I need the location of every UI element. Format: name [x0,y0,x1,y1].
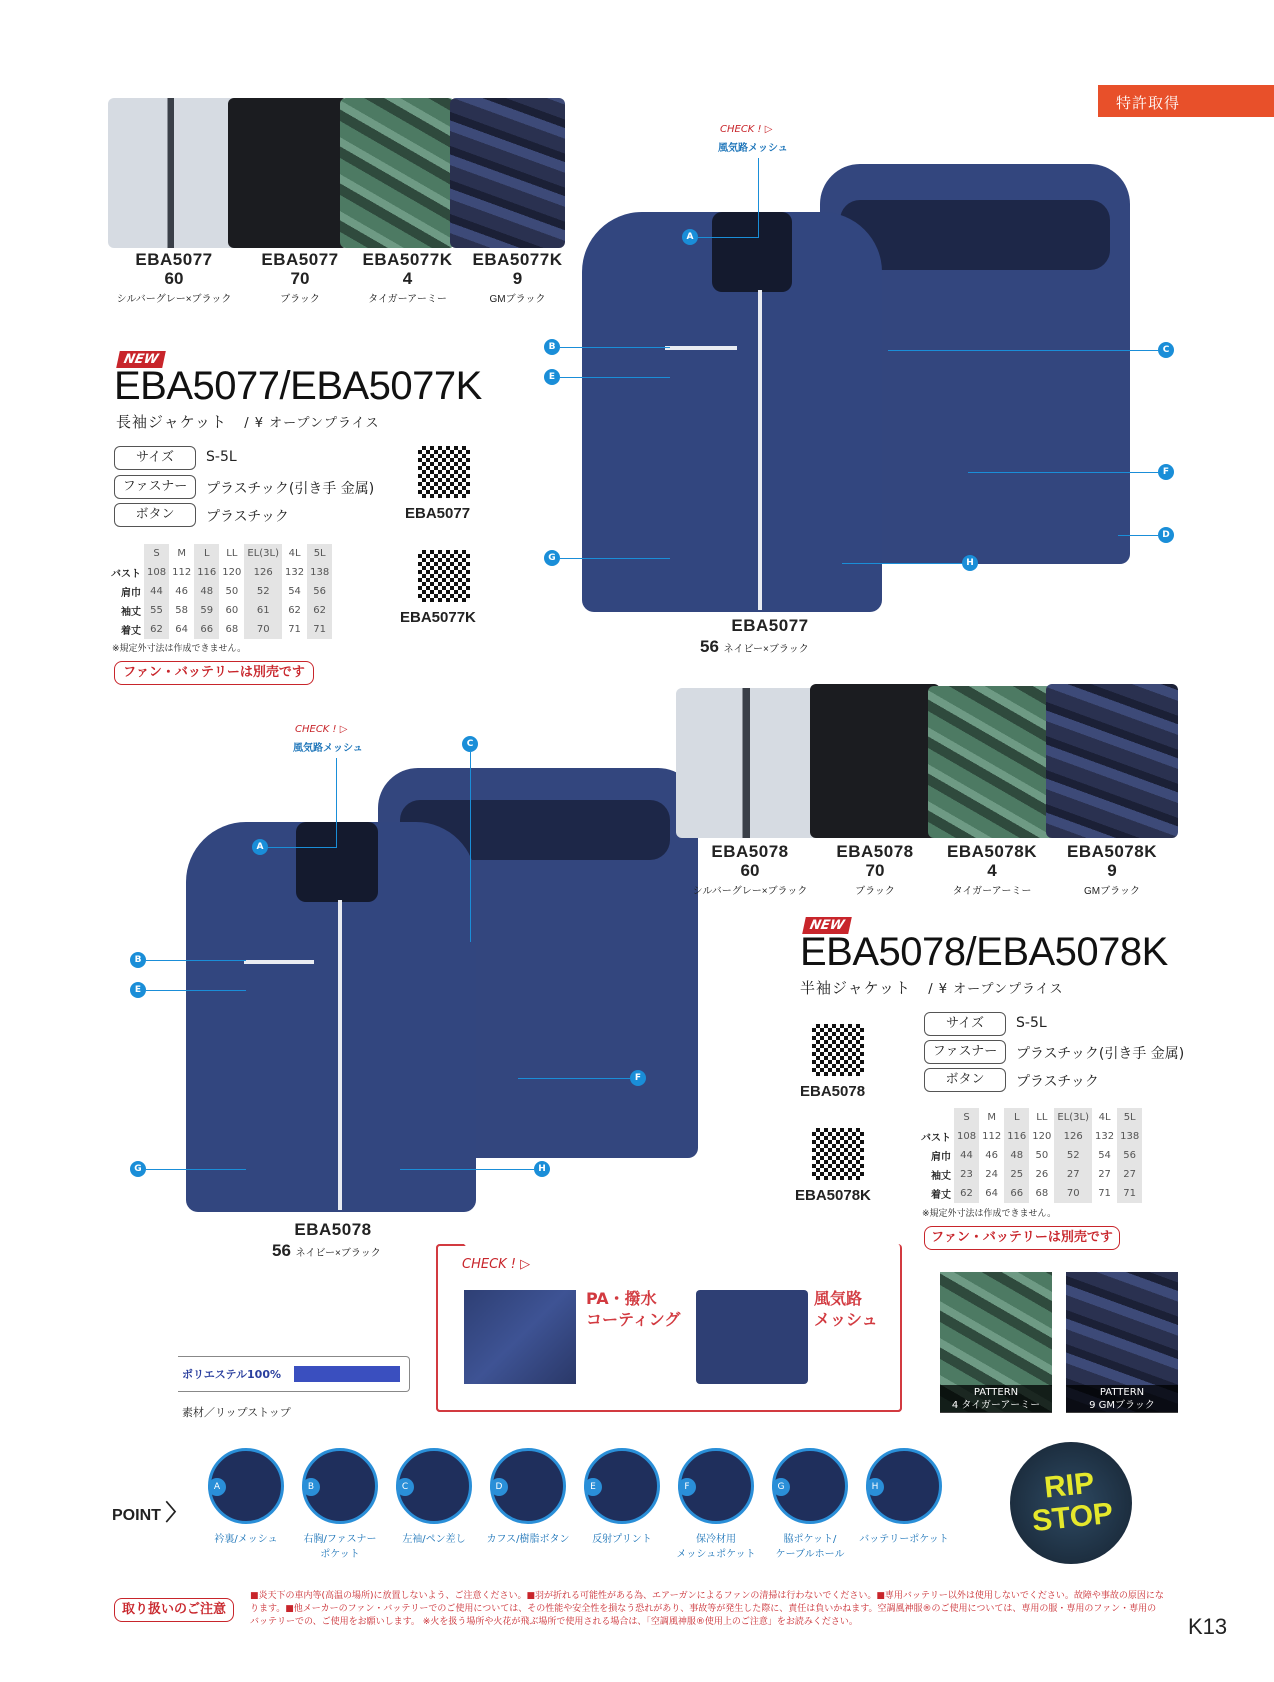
color-caption: EBA5078 60 シルバーグレー×ブラック [692,842,808,897]
color-swatch-gm [1046,684,1178,838]
point-label-g: 脇ポケット/ ケーブルホール [775,1534,845,1560]
size-note: ※規定外寸法は作成できません。 [112,644,247,654]
point-label-d: カフス/樹脂ボタン [486,1534,570,1545]
marker-a: A [252,839,268,855]
check-label: CHECK ! ▷ [295,724,348,735]
marker-c: C [1158,342,1174,358]
material-label: 素材／リップストップ [182,1406,291,1419]
marker-b: B [130,952,146,968]
point-label-f: 保冷材用 メッシュポケット [676,1534,756,1560]
callout-line [842,563,962,564]
spec-label: サイズ [924,1012,1006,1036]
pattern-caption: PATTERN 4 タイガーアーミー [940,1385,1052,1413]
spec-value: プラスチック(引き手 金属) [1016,1046,1185,1062]
callout-line [336,758,337,848]
size-table: S M L LL EL(3L) 4L 5L バスト 108 112 116 120 126 132 138 肩巾 44 46 48 50 52 54 56 袖丈 23 24 25 26 27 27 27 着丈 62 64 66 68 70 71 71 [918,1108,1142,1203]
point-label-h: バッテリーポケット [859,1534,949,1545]
marker-g: G [130,1161,146,1177]
callout-line [146,960,246,961]
main-color: 56 ネイビー×ブラック [700,637,809,656]
point-badge: B [302,1478,320,1496]
patent-badge: 特許取得 [1098,85,1274,117]
pattern-caption: PATTERN 9 GMブラック [1066,1385,1178,1413]
point-badge: H [866,1478,884,1496]
color-swatch-black [228,98,348,248]
spec-value: S-5L [1016,1015,1047,1031]
marker-a: A [682,229,698,245]
marker-g: G [544,550,560,566]
marker-f: F [630,1070,646,1086]
page-number: K13 [1188,1614,1228,1639]
main-caption: EBA5077 [731,616,809,635]
point-label-c: 左袖/ペン差し [402,1534,466,1545]
handling-text: ■炎天下の車内等(高温の場所)に放置しないよう、ご注意ください。■羽が折れる可能性がある為、エアーガンによるファンの清掃は行わないでください。■専用バッテリー以外は使用しないでください。故障や事故の原因になります。■他メーカーのファン・バッテリーでのご使用については、その性能や安全性を損なう恐れがあり、事故等が発生した際に、責任は負いかねます。空調風神服®のご使用については、専用の服・専用のファン・専用のバッテリーでの、ご使用をお願いします。 ※火を扱う場所や火花が飛ぶ場所で使用される場合は、「空調風神服®使用上のご注意」をお読みください。 [250,1591,1164,1627]
size-note: ※規定外寸法は作成できません。 [922,1209,1057,1219]
point-label-e: 反射プリント [592,1534,652,1545]
model-subtitle: 長袖ジャケット / ¥ オープンプライス [116,413,380,431]
spec-value: プラスチック(引き手 金属) [206,481,375,497]
spec-value: S-5L [206,449,237,465]
qr-label: EBA5077 [405,505,471,522]
color-swatch-silver [108,98,240,248]
callout-line [698,237,758,238]
qr-code[interactable] [812,1024,864,1076]
marker-c: C [462,736,478,752]
callout-line [560,347,670,348]
point-label-b: 右胸/ファスナー ポケット [303,1534,377,1560]
spec-value: プラスチック [1016,1074,1099,1090]
material-text: ポリエステル100% [182,1368,281,1381]
point-label-a: 衿裏/メッシュ [214,1534,278,1545]
check-label: CHECK ! ▷ [720,124,773,135]
marker-h: H [534,1161,550,1177]
callout-line [266,847,336,848]
material-fill [294,1366,400,1382]
qr-code[interactable] [418,446,470,498]
color-caption: EBA5078K 4 タイガーアーミー [947,842,1037,897]
spec-label: サイズ [114,446,196,470]
marker-h: H [962,555,978,571]
spec-label: ファスナー [114,475,196,499]
qr-code[interactable] [418,550,470,602]
marker-b: B [544,339,560,355]
model-subtitle: 半袖ジャケット / ¥ オープンプライス [800,979,1064,997]
callout-line [518,1078,630,1079]
qr-label: EBA5078 [800,1083,866,1100]
chest-pocket-zip [665,346,737,350]
color-caption: EBA5077 60 シルバーグレー×ブラック [116,250,232,305]
point-badge: G [772,1478,790,1496]
callout-line [470,752,471,942]
color-caption: EBA5077K 9 GMブラック [472,250,563,305]
jacket-collar [712,212,792,292]
mesh-detail-image [696,1290,808,1384]
marker-e: E [130,982,146,998]
color-swatch-tiger [340,98,455,248]
callout-line [146,990,246,991]
handling-label: 取り扱いのご注意 [114,1598,234,1622]
check-sub: 風気路メッシュ [718,143,788,154]
color-swatch-black [810,684,940,838]
new-badge: NEW [118,348,164,368]
callout-line [888,350,1158,351]
fan-note: ファン・バッテリーは別売です [114,661,314,685]
callout-line [1118,535,1158,536]
jacket-collar [296,822,378,902]
spec-label: ボタン [924,1068,1006,1092]
new-badge: NEW [804,914,850,934]
fan-note: ファン・バッテリーは別売です [924,1226,1120,1250]
fabric-swatch [464,1290,576,1384]
model-title: EBA5077/EBA5077K [114,364,482,408]
check-sub: 風気路メッシュ [293,743,363,754]
point-badge: E [584,1478,602,1496]
check-box-label: CHECK ! ▷ [462,1257,531,1272]
callout-line [560,377,670,378]
spec-label: ファスナー [924,1040,1006,1064]
jacket-zipper [338,900,342,1210]
point-badge: A [208,1478,226,1496]
callout-line [560,558,670,559]
check-item-2: 風気路 メッシュ [814,1289,878,1329]
marker-d: D [1158,527,1174,543]
color-swatch-tiger [928,686,1056,838]
color-swatch-silver [676,688,824,838]
marker-f: F [1158,464,1174,480]
point-badge: C [396,1478,414,1496]
color-swatch-gm [450,98,565,248]
color-caption: EBA5077K 4 タイガーアーミー [362,250,453,305]
marker-e: E [544,369,560,385]
main-caption: EBA5078 [294,1220,372,1239]
main-color: 56 ネイビー×ブラック [272,1241,381,1260]
color-caption: EBA5078K 9 GMブラック [1067,842,1157,897]
chest-pocket-zip [244,960,314,964]
point-badge: F [678,1478,696,1496]
qr-label: EBA5078K [795,1187,871,1204]
qr-code[interactable] [812,1128,864,1180]
qr-label: EBA5077K [400,609,476,626]
size-table: S M L LL EL(3L) 4L 5L バスト 108 112 116 120 126 132 138 肩巾 44 46 48 50 52 54 56 袖丈 55 58 59 60 61 62 62 着丈 62 64 66 68 70 71 71 [108,544,332,639]
ripstop-text: RIP STOP [1030,1466,1115,1539]
point-badge: D [490,1478,508,1496]
callout-line [758,158,759,238]
jacket-zipper [758,290,762,610]
spec-value: プラスチック [206,509,289,525]
check-item-1: PA・撥水 コーティング [586,1289,681,1329]
color-caption: EBA5078 70 ブラック [836,842,914,897]
callout-line [146,1169,246,1170]
model-title: EBA5078/EBA5078K [800,930,1168,974]
point-label: POINT 〉 [112,1500,188,1525]
color-caption: EBA5077 70 ブラック [261,250,339,305]
ripstop-logo [1010,1442,1132,1564]
callout-line [968,472,1158,473]
spec-label: ボタン [114,503,196,527]
callout-line [400,1169,534,1170]
